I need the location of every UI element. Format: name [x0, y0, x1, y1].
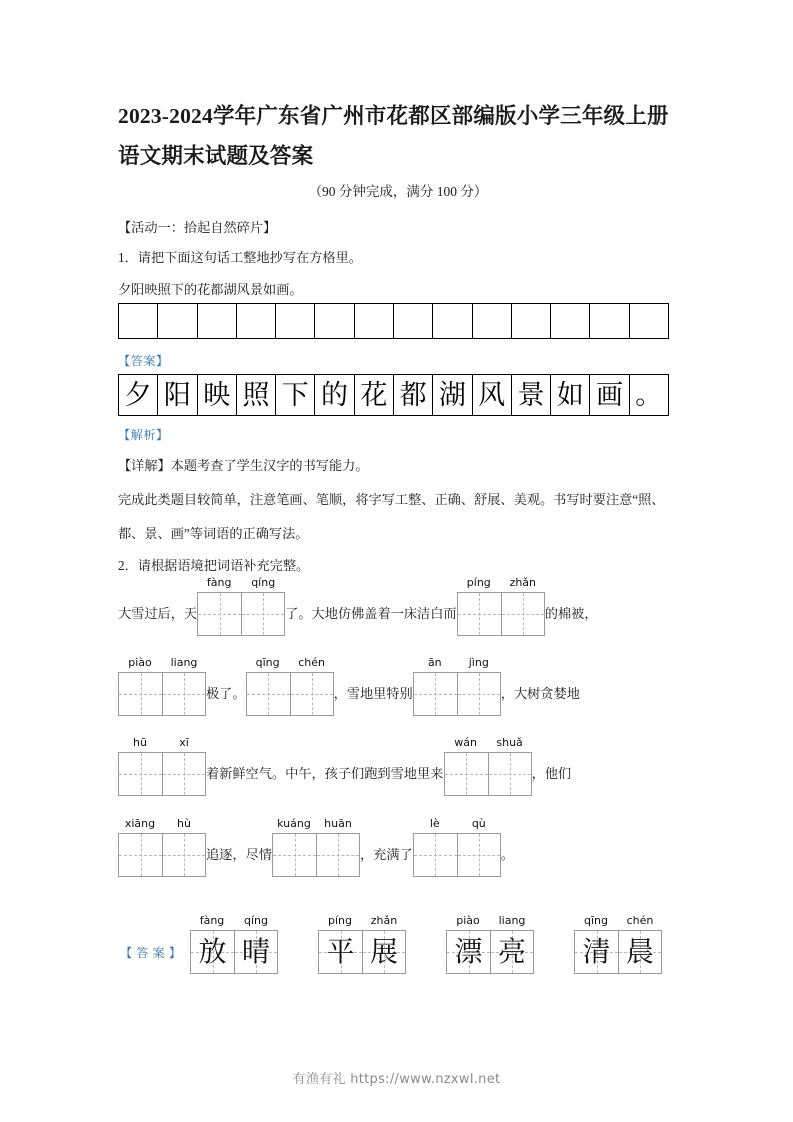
pinyin-label: hù	[177, 817, 191, 830]
question-2-text-fragment: 。	[500, 847, 514, 862]
guide-horizontal	[458, 855, 500, 856]
tianzige-cell[interactable]	[118, 752, 162, 796]
pinyin-label: qù	[471, 817, 486, 830]
answer-pinyin-label: zhǎn	[370, 914, 398, 927]
answer-grid-filled	[118, 374, 669, 416]
answer-character: 漂	[454, 935, 483, 968]
question-2-text-fragment: ，充满了	[360, 847, 413, 862]
guide-horizontal	[163, 855, 205, 856]
tianzige-answer-cell	[318, 930, 362, 974]
tianzige-answer-cell	[362, 930, 406, 974]
pinyin-label: hū	[133, 736, 147, 749]
tianzige-cell[interactable]	[413, 833, 457, 877]
answer-grid-cell: 画	[590, 375, 629, 415]
page-title: 2023-2024学年广东省广州市花都区部编版小学三年级上册语文期末试题及答案	[118, 104, 669, 168]
question-2-text-fragment: ，雪地里特别	[333, 686, 413, 701]
pinyin-label: xiāng	[124, 817, 156, 830]
tianzige-cell[interactable]	[488, 752, 532, 796]
pinyin-label: shuǎ	[496, 736, 523, 749]
guide-horizontal	[163, 694, 205, 695]
activity-heading: 【活动一：拾起自然碎片】	[118, 220, 277, 235]
answer-grid-cell: 都	[394, 375, 433, 415]
answer-grid-cell: 夕	[119, 375, 158, 415]
pinyin-label: chén	[298, 656, 325, 669]
pinyin-label: kuáng	[277, 817, 311, 830]
guide-horizontal	[458, 694, 500, 695]
answer-character: 展	[369, 935, 398, 968]
tianzige-blank-group[interactable]	[118, 833, 206, 877]
answer-label-q1: 【答案】	[118, 354, 169, 368]
answer-grid-cell: 风	[473, 375, 512, 415]
detail-line-2: 完成此类题目较简单，注意笔画、笔顺，将字写工整、正确、舒展、美观。书写时要注意“照、	[118, 492, 665, 507]
pinyin-label: jìng	[468, 656, 489, 669]
tianzige-cell[interactable]	[457, 833, 501, 877]
tianzige-cell[interactable]	[162, 833, 206, 877]
answer-character: 晴	[241, 935, 270, 968]
pinyin-label: lè	[429, 817, 440, 830]
answer-grid-cell: 映	[198, 375, 237, 415]
pinyin-label: liang	[170, 656, 198, 669]
copy-grid-cell[interactable]	[590, 304, 629, 338]
question-1-prompt: 1．请把下面这句话工整地抄写在方格里。	[118, 250, 362, 265]
detail-line-1	[118, 456, 369, 476]
guide-horizontal	[458, 614, 501, 615]
tianzige-cell[interactable]	[241, 592, 285, 636]
tianzige-answer-cell	[190, 930, 234, 974]
tianzige-cell[interactable]	[118, 672, 162, 716]
tianzige-answer-cell	[490, 930, 534, 974]
tianzige-answer-cell	[618, 930, 662, 974]
copy-grid-empty[interactable]	[118, 303, 669, 339]
copy-grid-cell[interactable]	[551, 304, 590, 338]
tianzige-blank-group[interactable]	[118, 752, 206, 796]
tianzige-cell[interactable]	[413, 672, 457, 716]
answer-grid-cell: 下	[276, 375, 315, 415]
tianzige-blank-group[interactable]	[246, 672, 334, 716]
answer-pinyin-label: piào	[456, 914, 480, 927]
guide-horizontal	[163, 774, 205, 775]
tianzige-cell[interactable]	[501, 592, 545, 636]
tianzige-cell[interactable]	[197, 592, 241, 636]
tianzige-cell[interactable]	[162, 752, 206, 796]
copy-grid-cell[interactable]	[512, 304, 551, 338]
copy-grid-cell[interactable]	[119, 304, 158, 338]
tianzige-answer-group	[446, 930, 534, 974]
tianzige-answer-group	[318, 930, 406, 974]
answer-grid-cell: 阳	[158, 375, 197, 415]
answer-pinyin-label: qíng	[244, 914, 268, 927]
copy-grid-cell[interactable]	[355, 304, 394, 338]
tianzige-cell[interactable]	[457, 592, 501, 636]
copy-grid-cell[interactable]	[276, 304, 315, 338]
tianzige-answer-group	[574, 930, 662, 974]
pinyin-label: huān	[324, 817, 352, 830]
tianzige-cell[interactable]	[272, 833, 316, 877]
guide-horizontal	[317, 855, 359, 856]
answer-grid-cell: 。	[630, 375, 669, 415]
question-2-text-fragment: 着新鲜空气。中午，孩子们跑到雪地里来	[206, 766, 444, 781]
tianzige-cell[interactable]	[246, 672, 290, 716]
tianzige-cell[interactable]	[444, 752, 488, 796]
guide-horizontal	[291, 694, 333, 695]
tianzige-blank-group[interactable]	[413, 672, 501, 716]
question-2-text-fragment: ，大树贪婪地	[500, 686, 580, 701]
answer-pinyin-label: liang	[498, 914, 526, 927]
exam-subtitle: （90 分钟完成，满分 100 分）	[308, 184, 488, 199]
answer-grid-cell: 照	[237, 375, 276, 415]
detail-line-3: 都、景、画”等词语的正确写法。	[118, 526, 309, 541]
answer-character: 放	[198, 935, 227, 968]
guide-horizontal	[489, 774, 531, 775]
copy-grid-cell[interactable]	[394, 304, 433, 338]
tianzige-cell[interactable]	[162, 672, 206, 716]
pinyin-label: zhǎn	[509, 576, 537, 589]
detail-label: 【详解】	[118, 458, 171, 473]
guide-horizontal	[273, 855, 316, 856]
answer-grid-cell: 如	[551, 375, 590, 415]
answer-pinyin-label: qīng	[584, 914, 608, 927]
pinyin-label: wán	[454, 736, 477, 749]
guide-horizontal	[242, 614, 284, 615]
guide-horizontal	[119, 774, 162, 775]
tianzige-blank-group[interactable]	[197, 592, 285, 636]
question-2-prompt: 2．请根据语境把词语补充完整。	[118, 558, 310, 573]
answer-grid-cell: 湖	[433, 375, 472, 415]
tianzige-answer-cell	[446, 930, 490, 974]
guide-horizontal	[119, 694, 162, 695]
question-2-text-fragment: ，他们	[531, 766, 572, 781]
guide-horizontal	[119, 855, 162, 856]
detail-text-1: 本题考查了学生汉字的书写能力。	[170, 458, 369, 473]
pinyin-label: qīng	[255, 656, 280, 669]
guide-horizontal	[198, 614, 241, 615]
pinyin-label: qíng	[251, 576, 276, 589]
answer-label-q2: 【 答 案 】	[120, 946, 182, 960]
footer-watermark: 有渔有礼 https://www.nzxwl.net	[292, 1072, 501, 1087]
tianzige-blank-group[interactable]	[413, 833, 501, 877]
copy-grid-cell[interactable]	[158, 304, 197, 338]
tianzige-answer-group	[190, 930, 278, 974]
question-1-sentence: 夕阳映照下的花都湖风景如画。	[118, 282, 303, 297]
guide-horizontal	[445, 774, 488, 775]
tianzige-blank-group[interactable]	[272, 833, 360, 877]
answer-character: 清	[582, 935, 611, 968]
tianzige-cell[interactable]	[316, 833, 360, 877]
question-2-text-fragment: 了。大地仿佛盖着一床洁白而	[285, 606, 457, 621]
copy-grid-cell[interactable]	[237, 304, 276, 338]
answer-character: 晨	[625, 935, 654, 968]
tianzige-cell[interactable]	[457, 672, 501, 716]
pinyin-label: piào	[128, 656, 152, 669]
guide-horizontal	[414, 855, 457, 856]
copy-grid-cell[interactable]	[433, 304, 472, 338]
analysis-label-q1: 【解析】	[118, 428, 169, 442]
answer-pinyin-label: chén	[626, 914, 654, 927]
pinyin-label: ān	[427, 656, 442, 669]
pinyin-label: xī	[179, 736, 189, 749]
pinyin-label: píng	[466, 576, 491, 589]
answer-pinyin-label: fàng	[199, 914, 225, 927]
answer-grid-cell: 花	[355, 375, 394, 415]
copy-grid-cell[interactable]	[630, 304, 669, 338]
tianzige-answer-cell	[574, 930, 618, 974]
tianzige-answer-cell	[234, 930, 278, 974]
tianzige-cell[interactable]	[118, 833, 162, 877]
question-2-text-fragment: 的棉被，	[544, 606, 598, 621]
answer-character: 亮	[497, 935, 526, 968]
tianzige-blank-group[interactable]	[118, 672, 206, 716]
question-2-text-fragment: 追逐，尽情	[206, 847, 272, 862]
answer-grid-cell: 景	[512, 375, 551, 415]
question-2-text-fragment: 大雪过后，天	[118, 606, 198, 621]
answer-grid-cell: 的	[315, 375, 354, 415]
answer-pinyin-label: píng	[328, 914, 352, 927]
tianzige-blank-group[interactable]	[457, 592, 545, 636]
copy-grid-cell[interactable]	[473, 304, 512, 338]
guide-horizontal	[414, 694, 457, 695]
guide-horizontal	[502, 614, 544, 615]
copy-grid-cell[interactable]	[198, 304, 237, 338]
answer-character: 平	[326, 935, 355, 968]
tianzige-cell[interactable]	[290, 672, 334, 716]
tianzige-blank-group[interactable]	[444, 752, 532, 796]
pinyin-label: fàng	[206, 576, 232, 589]
copy-grid-cell[interactable]	[315, 304, 354, 338]
question-2-text-fragment: 极了。	[206, 686, 246, 701]
guide-horizontal	[247, 694, 290, 695]
